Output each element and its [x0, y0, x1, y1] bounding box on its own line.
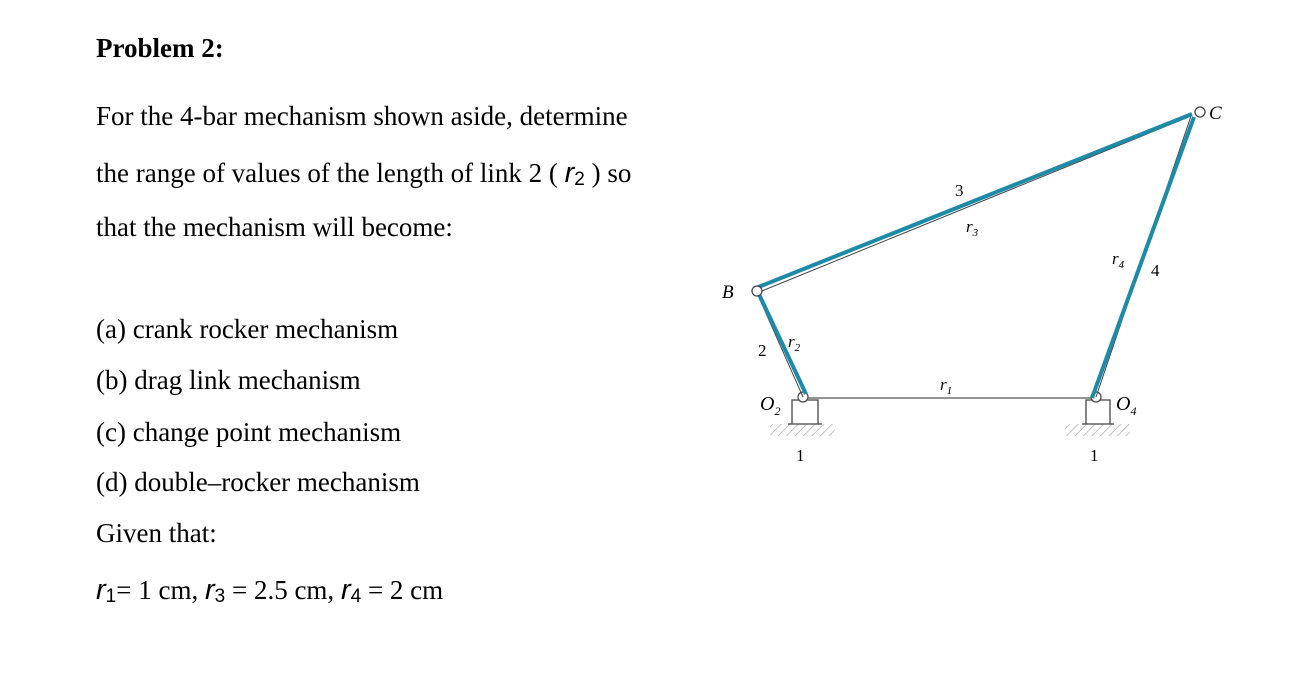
label-b: B [722, 282, 734, 303]
pivot-support-o4 [1082, 392, 1114, 424]
link-3 [756, 114, 1192, 288]
ground-hatch-left [770, 424, 835, 436]
label-link3: 3 [955, 181, 964, 200]
four-bar-mechanism-diagram [700, 90, 1240, 470]
r1-symbol: r1 [96, 574, 117, 607]
intro-line-2 [96, 157, 631, 191]
vector-r3 [757, 116, 1191, 293]
label-link1-left: 1 [796, 446, 805, 465]
label-r1: $r_1$ [940, 375, 953, 397]
intro-line-2-text: the range of values of the length of link 2 ( [96, 158, 558, 188]
r3-symbol: r3 [204, 574, 226, 607]
given-label: Given that: [96, 518, 217, 548]
joint-b [752, 286, 762, 296]
r4-value: = 2 cm [361, 575, 444, 605]
option-d: (d) double–rocker mechanism [96, 467, 420, 497]
label-r3: $r_3$ [966, 217, 979, 239]
ground-hatch-right [1065, 424, 1130, 436]
option-c: (c) change point mechanism [96, 417, 402, 447]
label-r4: $r_4$ [1112, 249, 1125, 271]
intro-line-3: that the mechanism will become: [96, 212, 453, 242]
label-link2: 2 [758, 341, 767, 360]
r3-value: = 2.5 cm, [225, 575, 335, 605]
intro-line-2-end: ) so [591, 158, 632, 188]
link-4 [1092, 117, 1194, 398]
label-link4: 4 [1151, 261, 1160, 280]
label-o2: $O_2$ [760, 393, 781, 418]
intro-line-1: For the 4-bar mechanism shown aside, determine [96, 101, 628, 131]
label-o4: $O_4$ [1116, 393, 1137, 418]
label-c: C [1209, 103, 1222, 124]
given-values [96, 574, 443, 608]
option-b: (b) drag link mechanism [96, 365, 361, 395]
label-link1-right: 1 [1090, 446, 1099, 465]
r2-symbol: r2 [564, 157, 585, 190]
r4-symbol: r4 [340, 574, 362, 607]
label-r2: $r_2$ [788, 332, 801, 354]
pivot-support-o2 [788, 392, 822, 424]
problem-title: Problem 2: [96, 33, 224, 63]
joint-c [1195, 107, 1205, 117]
option-a: (a) crank rocker mechanism [96, 314, 399, 344]
r1-value: = 1 cm, [116, 575, 199, 605]
